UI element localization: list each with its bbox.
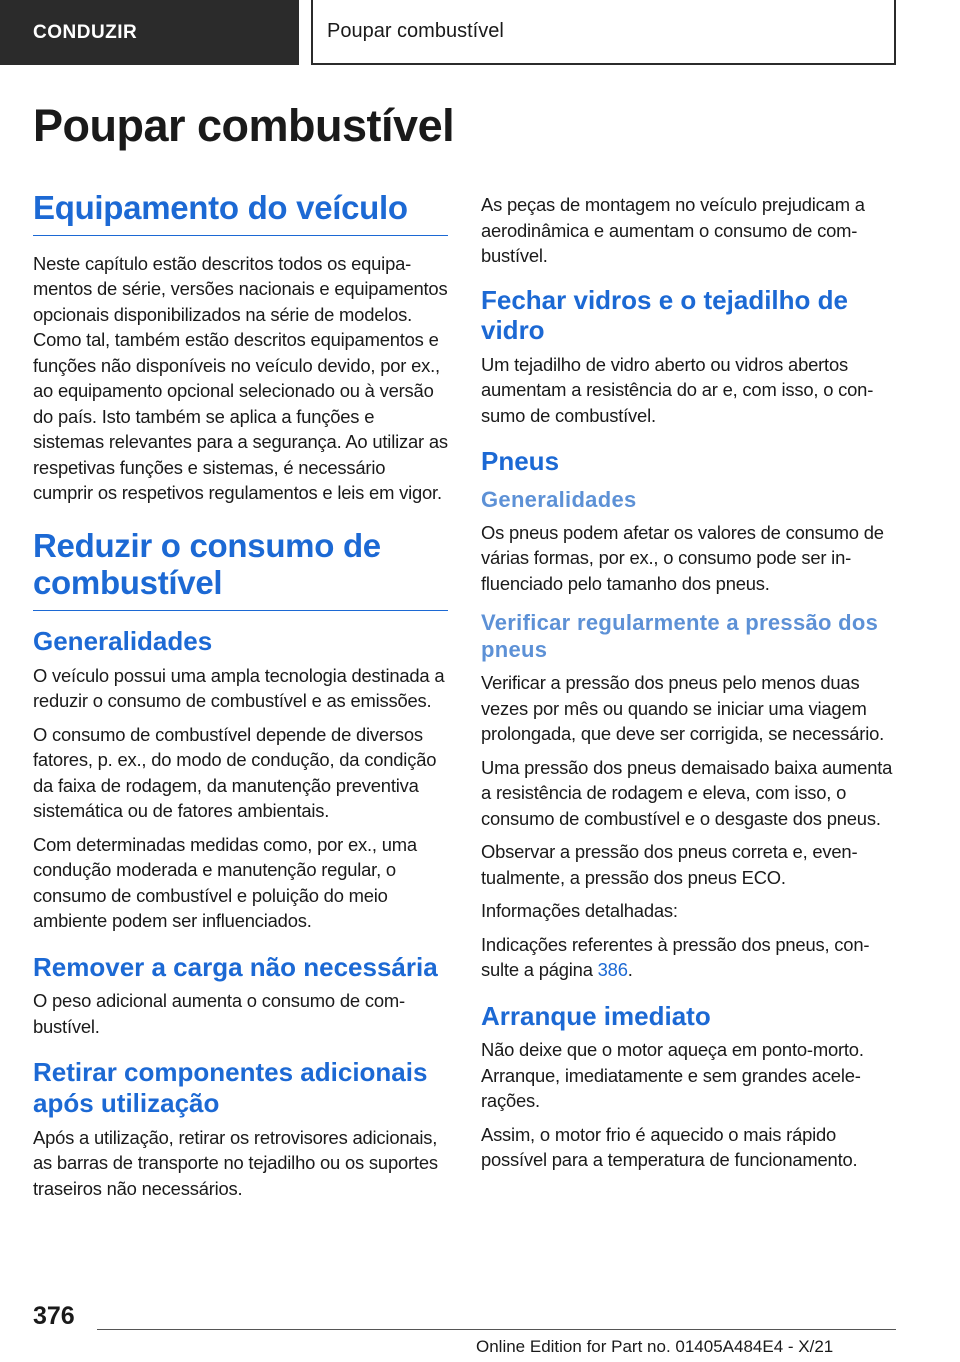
- topic-tab: Poupar combustível: [311, 0, 896, 65]
- heading-retirar-componentes: Retirar componentes adicionais após utilização: [33, 1057, 428, 1118]
- paragraph-retirar-componentes: Após a utilização, retirar os retrovisores adicionais, as barras de transporte no tejadilho ou os suportes traseiros não necessários.: [33, 1126, 438, 1199]
- paragraph-pecas-montagem: As peças de montagem no veículo prejudicam a aerodinâmica e aumentam o consumo de combustível.: [481, 194, 865, 266]
- verificar-5-text: Indicações referentes à pressão dos pneus, consulte a página: [481, 933, 870, 980]
- paragraph-verificar-2: Uma pressão dos pneus demaisado baixa aumenta a resistência de rodagem e eleva, com isso, o consumo de combustível e o desgaste dos pneus.: [481, 756, 893, 829]
- footer-edition: Online Edition for Part no. 01405A484E4 - X/21: [476, 1337, 834, 1356]
- paragraph-remover-carga: O peso adicional aumenta o consumo de combustível.: [33, 990, 406, 1037]
- heading-reduzir-consumo: Reduzir o consumo de combustível: [33, 528, 448, 611]
- heading-equipamento: Equipamento do veículo: [33, 190, 448, 236]
- paragraph-generalidades-3: Com determinadas medidas como, por ex., uma condução moderada e manutenção regular, o consumo de combustível e poluição do meio ambiente podem ser influenciados.: [33, 833, 417, 932]
- heading-generalidades: Generalidades: [33, 625, 213, 656]
- paragraph-pneus-generalidades: Os pneus podem afetar os valores de consumo de várias formas, por ex., o consumo pode ser influenciado pelo tamanho dos pneus.: [481, 521, 884, 594]
- paragraph-verificar-5: [481, 932, 896, 983]
- right-column: [481, 192, 896, 1181]
- page-link-386[interactable]: 386: [597, 959, 628, 980]
- section-tab: CONDUZIR: [0, 0, 299, 65]
- paragraph-equipamento: Neste capítulo estão descritos todos os equipamentos de série, versões nacionais e equipamentos opcionais disponibilizados na série de modelos. Como tal, também estão descritos equipamentos e funções não disponíveis no veículo devido, por ex., ao equipamento opcional selecionado ou à versão do país. Isto também se aplica a funções e sistemas relevantes para a segurança. Ao utilizar as respetivas funções e sistemas, é necessário cumprir os respetivos regulamentos e leis em vigor.: [33, 252, 448, 504]
- paragraph-generalidades-1: O veículo possui uma ampla tecnologia destinada a reduzir o consumo de combustível e as emissões.: [33, 664, 445, 712]
- heading-verificar-pressao: Verificar regularmente a pressão dos pneus: [481, 610, 879, 663]
- paragraph-arranque-2: Assim, o motor frio é aquecido o mais rápido possível para a temperatura de funcionamento.: [481, 1123, 858, 1171]
- heading-remover-carga: Remover a carga não necessária: [33, 951, 438, 982]
- heading-pneus: Pneus: [481, 446, 560, 477]
- paragraph-generalidades-2: O consumo de combustível depende de diversos fatores, p. ex., do modo de condução, da condição da faixa de rodagem, da manutenção preventiva sistemática ou de fatores ambientais.: [33, 723, 437, 822]
- heading-pneus-generalidades: Generalidades: [481, 487, 637, 513]
- page-number: 376: [33, 1302, 75, 1330]
- left-column: [33, 190, 448, 1209]
- footer-divider: [97, 1329, 896, 1330]
- heading-arranque-imediato: Arranque imediato: [481, 1000, 711, 1031]
- paragraph-arranque-1: Não deixe que o motor aqueça em ponto-morto. Arranque, imediatamente e sem grandes acelerações.: [481, 1039, 864, 1112]
- paragraph-fechar-vidros: Um tejadilho de vidro aberto ou vidros abertos aumentam a resistência do ar e, com isso, o consumo de combustível.: [481, 353, 874, 426]
- page-title: Poupar combustível: [33, 100, 455, 151]
- verificar-5-suffix: .: [627, 959, 633, 980]
- heading-fechar-vidros: Fechar vidros e o tejadilho de vidro: [481, 284, 848, 346]
- paragraph-verificar-3: Observar a pressão dos pneus correta e, eventualmente, a pressão dos pneus ECO.: [481, 841, 858, 888]
- paragraph-verificar-4: Informações detalhadas:: [481, 900, 678, 921]
- paragraph-verificar-1: Verificar a pressão dos pneus pelo menos duas vezes por mês ou quando se iniciar uma viagem prolongada, que deve ser corrigida, se necessário.: [481, 672, 885, 744]
